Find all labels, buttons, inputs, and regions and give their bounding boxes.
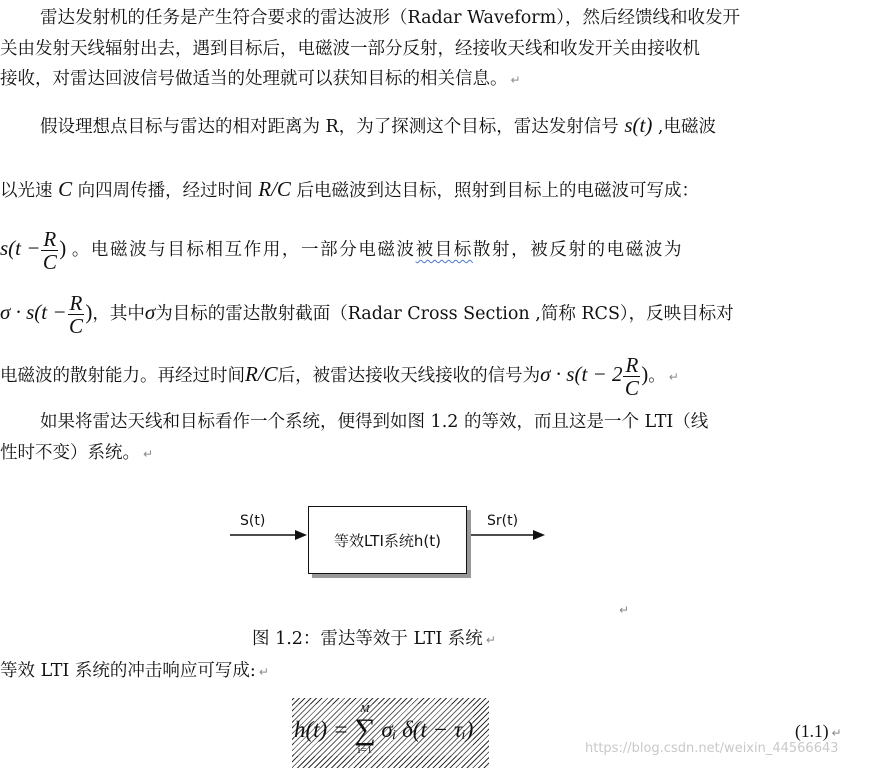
return-mark: ↵	[668, 370, 679, 384]
watermark: https://blog.csdn.net/weixin_44566643	[585, 741, 839, 756]
system-label: 等效LTI系统h(t)	[334, 531, 441, 550]
figure-caption: 图 1.2：雷达等效于 LTI 系统 ↵	[252, 629, 496, 649]
formula-body: σᵢ δ(t − τᵢ)	[381, 717, 474, 742]
paragraph-1-line-3: 接收，对雷达回波信号做适当的处理就可以获知目标的相关信息。 ↵	[0, 69, 521, 89]
return-mark: ↵	[510, 73, 521, 87]
input-signal-label: S(t)	[240, 513, 266, 529]
fraction-r-over-c: $\frac{R}{C}$	[42, 227, 57, 274]
formula-intro: 等效 LTI 系统的冲击响应可写成: ↵	[0, 661, 269, 681]
paragraph-3-line-1: 如果将雷达天线和目标看作一个系统，便得到如图 1.2 的等效，而且这是一个 LTI（线	[40, 412, 709, 432]
summation: M ∑ i=1	[354, 703, 376, 756]
paragraph-2-line-3: s(t − $\frac{R}{C}$ ) 。电磁波与目标相互作用，一部分电磁波被目标散射，被反射的电磁波为	[0, 227, 684, 274]
equation-number: (1.1) ↵	[795, 721, 842, 741]
paragraph-2-line-4: σ · s(t − $\frac{R}{C}$ )，其中σ为目标的雷达散射截面（Radar Cross Section ,简称 RCS），反映目标对	[0, 291, 734, 338]
spellcheck-underline: 被目标	[415, 240, 473, 260]
return-mark: ↵	[258, 665, 269, 679]
return-mark: ↵	[143, 447, 154, 461]
return-mark: ↵	[619, 603, 630, 617]
fraction-r-over-c: $\frac{R}{C}$	[68, 291, 83, 338]
math-sigma: σ	[144, 300, 156, 324]
output-signal-label: Sr(t)	[487, 513, 519, 529]
paragraph-2-line-1: 假设理想点目标与雷达的相对距离为 R，为了探测这个目标，雷达发射信号 s(t) ,电磁波	[40, 113, 716, 137]
fraction-r-over-c: $\frac{R}{C}$	[624, 353, 639, 400]
return-mark: ↵	[831, 726, 842, 740]
paragraph-1-line-2: 关由发射天线辐射出去，遇到目标后，电磁波一部分反射，经接收天线和收发开关由接收机	[0, 39, 700, 59]
math-r-over-c: R/C	[258, 177, 291, 201]
paragraph-3-line-2: 性时不变）系统。 ↵	[0, 443, 154, 463]
paragraph-2-line-2: 以光速 C 向四周传播，经过时间 R/C 后电磁波到达目标，照射到目标上的电磁波可写成：	[0, 177, 699, 201]
paragraph-1-line-1: 雷达发射机的任务是产生符合要求的雷达波形（Radar Waveform），然后经馈线和收发开	[40, 8, 740, 28]
math-s-of-t: s(t)	[624, 113, 653, 137]
formula-lhs: h(t) =	[294, 717, 349, 742]
math-c: C	[58, 177, 73, 201]
impulse-response-formula	[292, 698, 489, 768]
paragraph-2-line-5: 电磁波的散射能力。再经过时间R/C后，被雷达接收天线接收的信号为σ · s(t − 2 $\frac{R}{C}$ )。 ↵	[0, 353, 679, 400]
lti-system-diagram	[225, 505, 555, 585]
return-mark: ↵	[485, 633, 496, 647]
lti-system-box	[308, 506, 467, 574]
